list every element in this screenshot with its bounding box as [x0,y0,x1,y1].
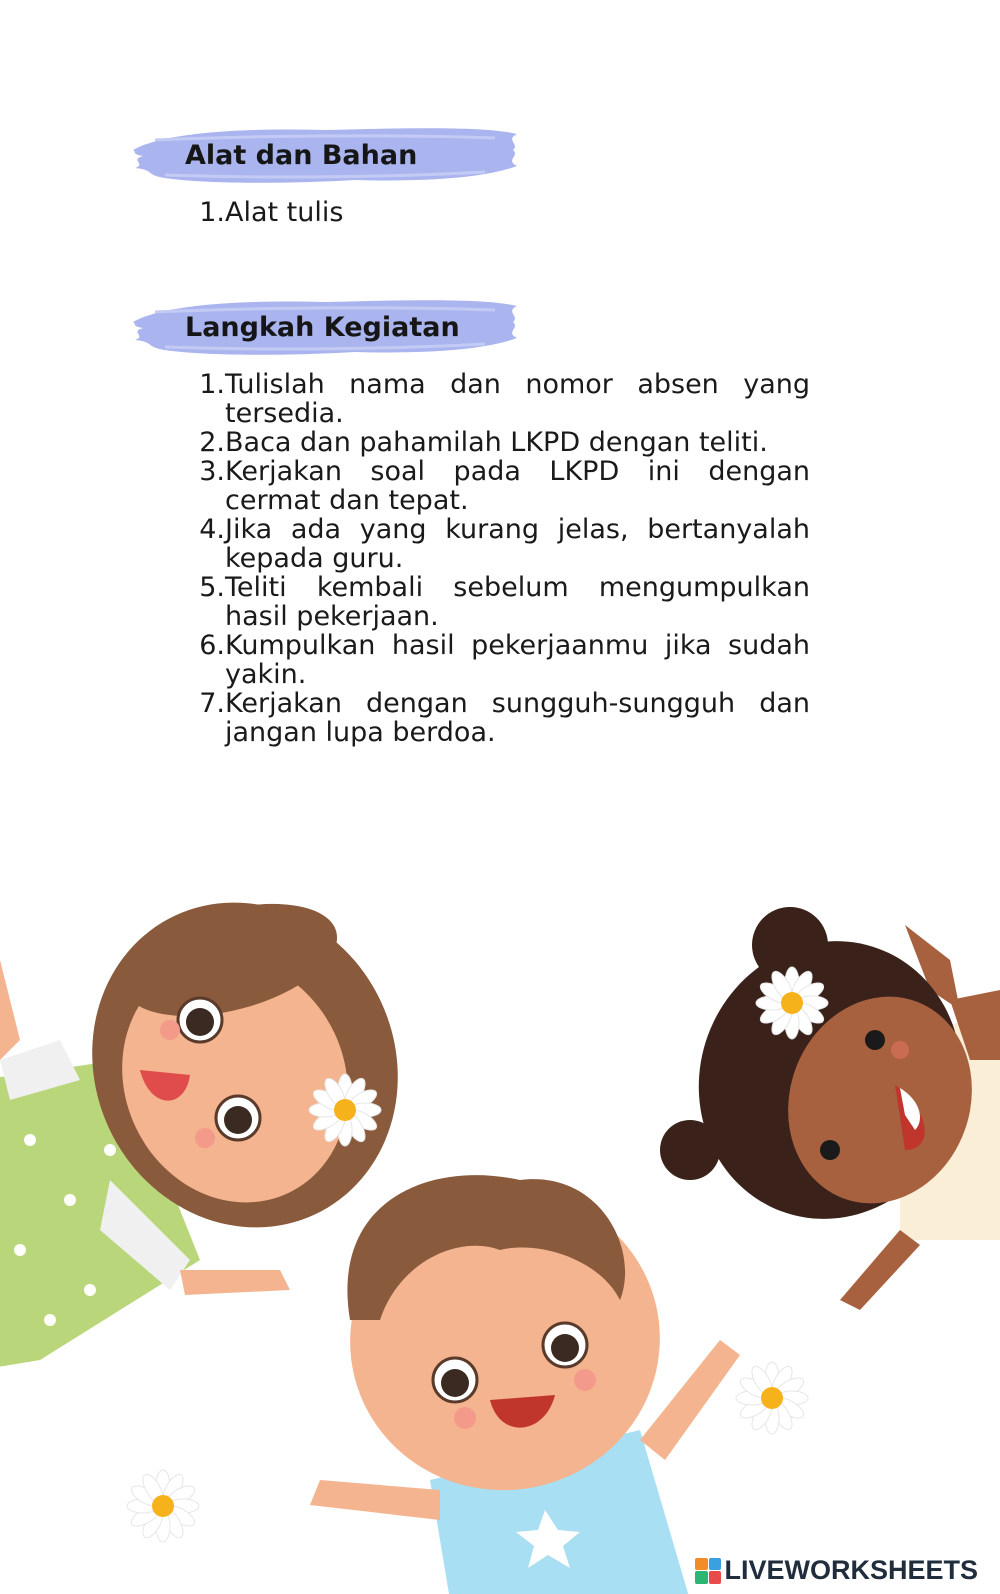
item-number: 5. [199,572,225,603]
item-number: 3. [199,456,225,487]
item-text: Jika ada yang kurang jelas, bertanyalah kepada guru. [225,514,810,574]
item-text: Kumpulkan hasil pekerjaanmu jika sudah yakin. [225,630,810,690]
tools-heading-banner [125,120,525,192]
item-text: Kerjakan soal pada LKPD ini dengan cermat dan tepat. [225,456,810,516]
item-number: 2. [199,427,225,458]
girl-right-figure [660,904,1000,1310]
tools-section [125,120,810,227]
item-number: 1. [199,369,225,400]
list-item [125,573,810,631]
item-number: 1. [199,197,225,228]
list-item [125,457,810,515]
daisy-decoration [127,1470,199,1542]
steps-heading-banner [125,292,525,364]
children-illustration [0,880,1000,1594]
item-text: Tulislah nama dan nomor absen yang tersedia. [225,369,810,429]
tools-title: Alat dan Bahan [185,140,418,171]
item-text: Baca dan pahamilah LKPD dengan teliti. [225,427,768,458]
list-item [125,689,810,747]
item-number: 6. [199,630,225,661]
tools-list [125,198,810,227]
boy-figure [310,1165,740,1594]
item-number: 7. [199,688,225,719]
list-item [125,428,810,457]
liveworksheets-logo-icon [695,1558,721,1584]
item-text: Teliti kembali sebelum mengumpulkan hasil pekerjaan. [225,572,810,632]
steps-list [125,370,810,747]
steps-title: Langkah Kegiatan [185,312,460,343]
list-item [125,631,810,689]
item-text: Alat tulis [225,197,344,228]
list-item [125,515,810,573]
liveworksheets-logo [695,1555,978,1586]
item-text: Kerjakan dengan sungguh-sungguh dan jangan lupa berdoa. [225,688,810,748]
list-item [125,198,810,227]
daisy-decoration [736,1362,808,1434]
brand-text: LIVEWORKSHEETS [724,1555,978,1585]
list-item [125,370,810,428]
item-number: 4. [199,514,225,545]
steps-section [125,292,810,747]
